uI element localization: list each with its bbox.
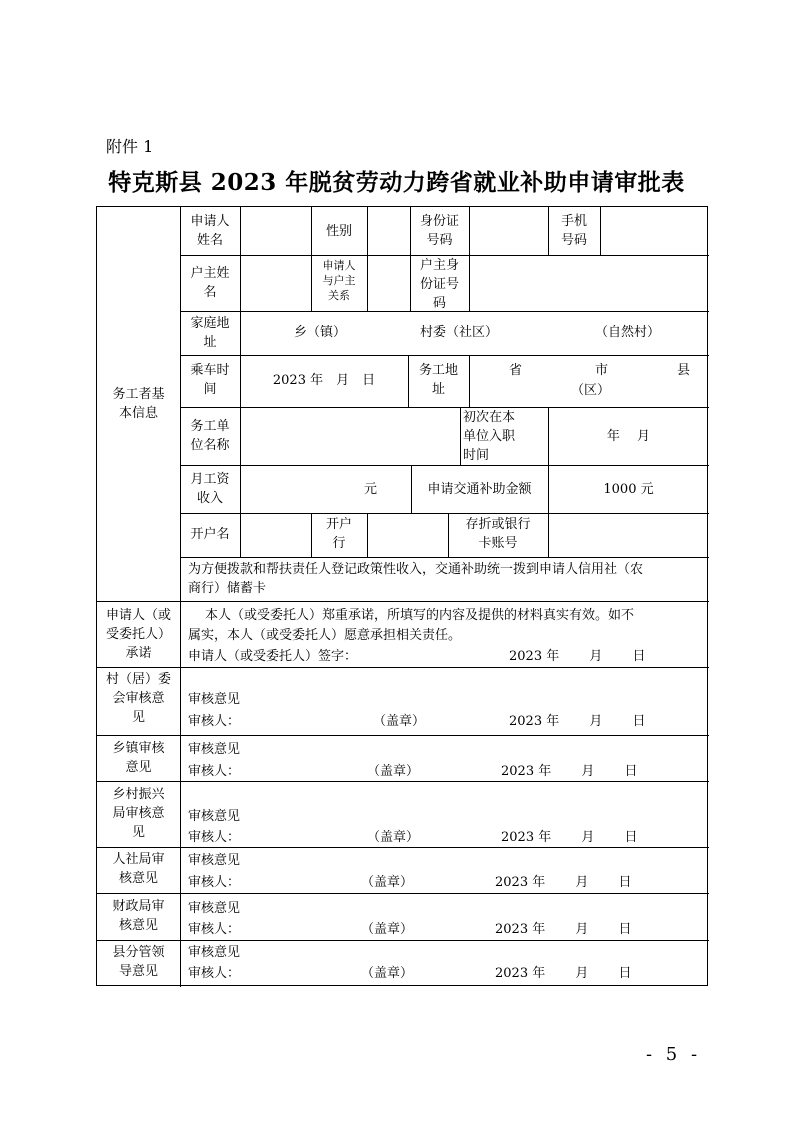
id-number-label: 身份证 号码 [419,214,459,248]
row-divider [180,465,709,466]
review-opinion-hr: 审核意见 [188,853,241,868]
row-divider [97,893,709,894]
column-divider [240,513,241,557]
date-hr: 2023 年 月 日 [495,875,632,890]
review-opinion-county: 审核意见 [188,945,241,960]
review-label-township: 乡镇审核 意见 [112,741,165,775]
review-label-hr: 人社局审 核意见 [112,852,165,886]
first-entry-label: 初次在本 单位入职 时间 [463,410,516,463]
signature-date: 2023 年 月 日 [509,649,646,664]
seal-rural: （盖章） [367,830,420,845]
review-opinion-township: 审核意见 [188,742,241,757]
address-village-committee: 村委（社区） [420,325,499,340]
row-divider [97,781,709,782]
column-divider [240,207,241,255]
attachment-label: 附件 1 [106,137,154,156]
ride-date: 2023 年 月 日 [272,373,376,388]
review-opinion-village: 审核意见 [188,692,241,707]
reviewer-finance: 审核人： [188,922,241,937]
review-opinion-finance: 审核意见 [188,901,241,916]
ride-time-label: 乘车时 间 [190,363,230,397]
column-divider [460,407,461,465]
row-divider [180,355,709,356]
row-divider [97,940,709,941]
reviewer-village: 审核人： [188,714,241,729]
review-label-village: 村（居）委 会审核意 见 [105,672,171,725]
subsidy-label: 申请交通补助金额 [427,482,532,497]
column-divider [469,207,470,255]
column-divider [367,207,368,255]
application-form [96,206,708,986]
date-village: 2023 年 月 日 [509,714,646,729]
row-divider [97,667,709,668]
column-divider [240,255,241,311]
seal-finance: （盖章） [361,922,414,937]
employer-label: 务工单 位名称 [190,419,230,453]
review-label-rural: 乡村振兴 局审核意 见 [112,787,165,840]
account-holder-label: 开户名 [190,527,230,542]
seal-hr: （盖章） [361,875,414,890]
work-province: 省 [509,363,523,378]
commitment-label: 申请人（或 受委托人） 承诺 [105,608,171,661]
work-address-label: 务工地 址 [418,363,458,397]
seal-township: （盖章） [367,764,420,779]
reviewer-township: 审核人： [188,764,241,779]
column-divider [367,513,368,557]
work-district: （区） [571,383,611,398]
subsidy-amount: 1000 元 [603,482,654,497]
address-township: 乡（镇） [294,325,347,340]
home-address-label: 家庭地 址 [190,316,230,350]
entry-date: 年 月 [606,429,651,444]
seal-village: （盖章） [373,714,426,729]
monthly-wage-label: 月工资 收入 [190,472,230,506]
section-label-basic-info: 务工者基 本信息 [112,387,165,421]
householder-id-label: 户主身 份证号 码 [419,258,459,311]
commitment-text-1: 本人（或受委托人）郑重承诺，所填写的内容及提供的材料真实有效。如不 [205,608,635,623]
reviewer-hr: 审核人： [188,875,241,890]
work-city: 市 [595,363,609,378]
column-divider [469,255,470,311]
row-divider [97,735,709,736]
column-divider [240,465,241,513]
gender-label: 性别 [325,224,352,239]
row-divider [180,557,709,558]
reviewer-county: 审核人： [188,966,241,981]
date-township: 2023 年 月 日 [501,764,638,779]
column-divider [600,207,601,255]
column-divider [240,311,241,355]
date-finance: 2023 年 月 日 [495,922,632,937]
column-divider [240,407,241,465]
review-label-county: 县分管领 导意见 [112,945,165,979]
bank-label: 开户 行 [325,517,352,551]
address-natural-village: （自然村） [595,325,661,340]
row-divider [180,513,709,514]
reviewer-rural: 审核人： [188,830,241,845]
relation-label: 申请人 与户主 关系 [322,259,356,302]
account-number-label: 存折或银行 卡账号 [465,517,531,551]
page-number: - 5 - [646,1044,702,1065]
signature-label: 申请人（或受委托人）签字： [188,649,358,664]
phone-label: 手机 号码 [560,214,587,248]
review-opinion-rural: 审核意见 [188,809,241,824]
row-divider [97,847,709,848]
column-divider [469,355,470,407]
row-divider [97,601,709,602]
date-county: 2023 年 月 日 [495,966,632,981]
review-label-finance: 财政局审 核意见 [112,899,165,933]
seal-county: （盖章） [361,966,414,981]
column-divider [367,255,368,311]
row-divider [180,407,709,408]
applicant-name-label: 申请人 姓名 [190,214,230,248]
householder-name-label: 户主姓 名 [190,266,230,300]
date-rural: 2023 年 月 日 [501,830,638,845]
work-county: 县 [677,363,691,378]
page-title: 特克斯县 2023 年脱贫劳动力跨省就业补助申请审批表 [108,169,685,196]
yuan-unit: 元 [364,482,378,497]
column-divider [548,513,549,557]
bank-note: 为方便拨款和帮扶责任人登记政策性收入，交通补助统一拨到申请人信用社（农 商行）储蓄卡 [188,562,644,596]
commitment-text-2: 属实，本人（或受委托人）愿意承担相关责任。 [188,628,462,643]
